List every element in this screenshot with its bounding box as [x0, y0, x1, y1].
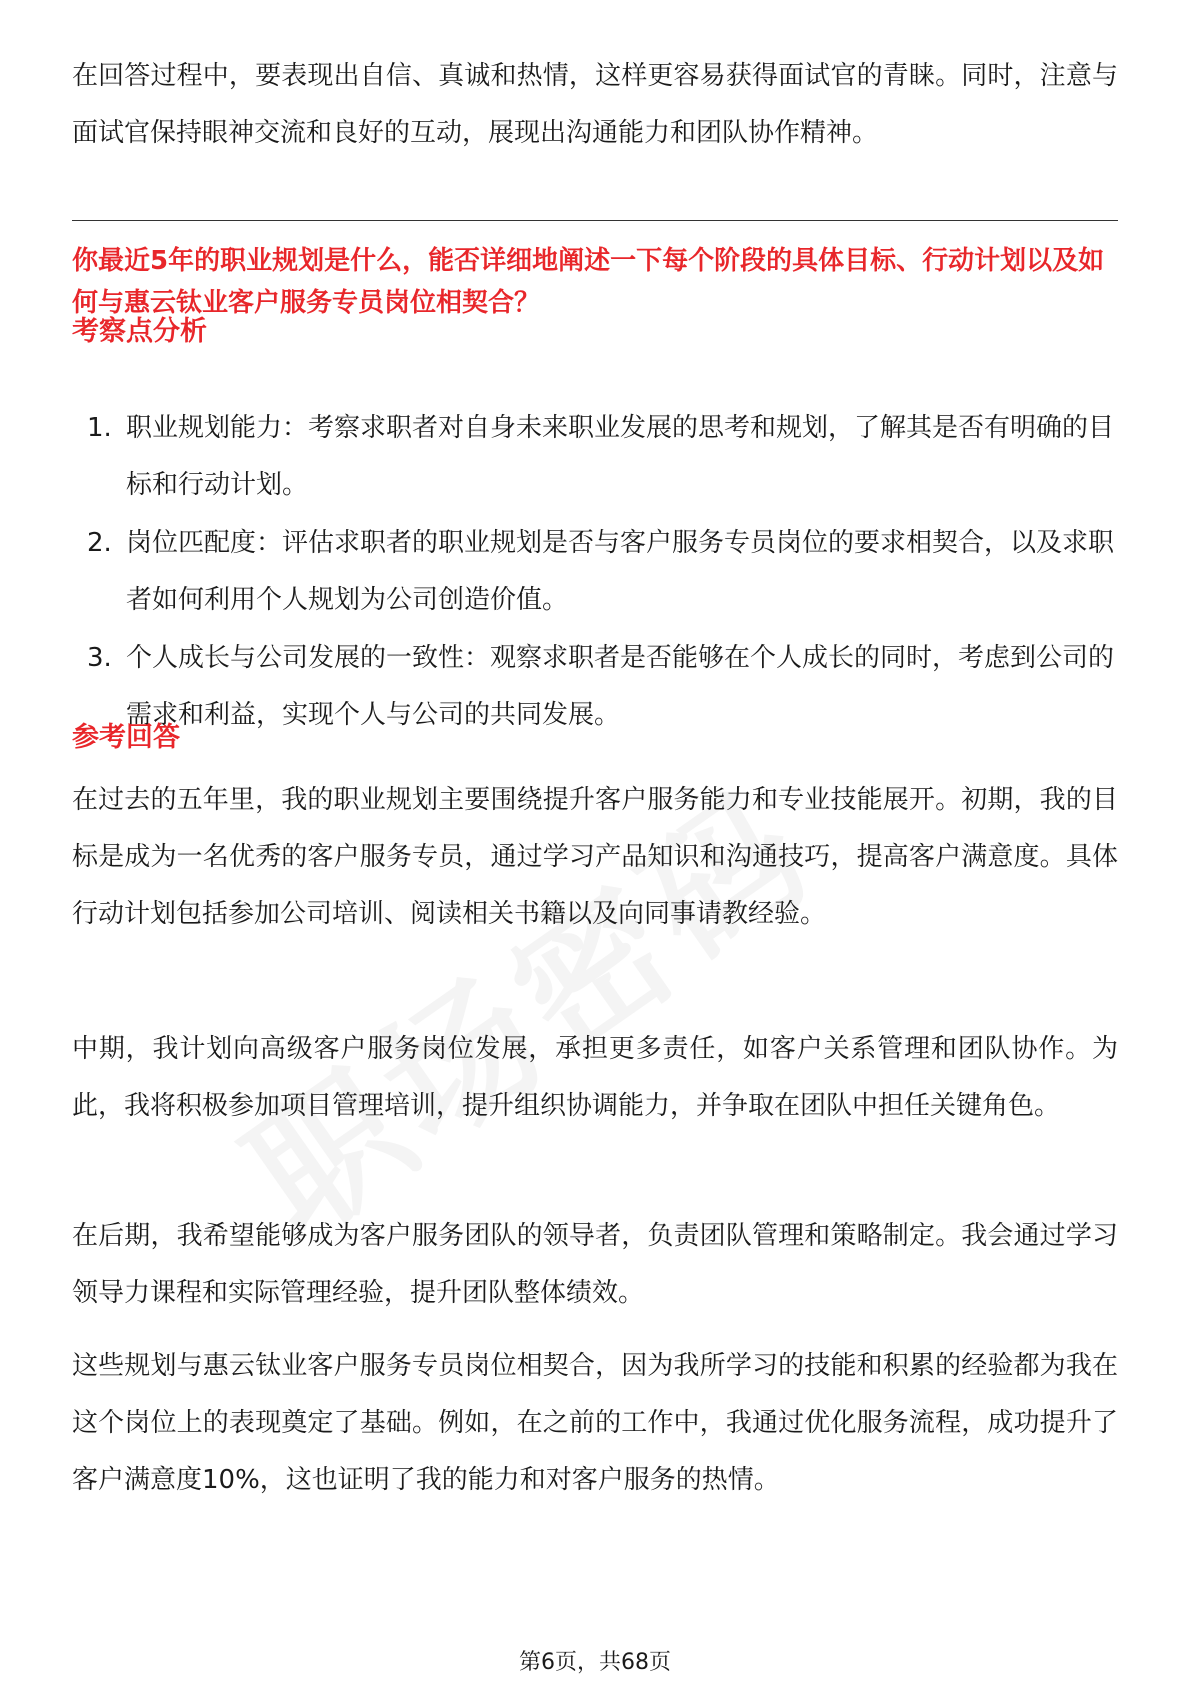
list-item-text: 职业规划能力：考察求职者对自身未来职业发展的思考和规划，了解其是否有明确的目标和行动计划。 — [126, 413, 1115, 500]
intro-paragraph: 在回答过程中，要表现出自信、真诚和热情，这样更容易获得面试官的青睐。同时，注意与面试官保持眼神交流和良好的互动，展现出沟通能力和团队协作精神。 — [72, 61, 1118, 148]
analysis-heading: 考察点分析 — [72, 316, 207, 347]
answer-heading: 参考回答 — [72, 722, 180, 753]
section-divider — [72, 220, 1118, 221]
page-footer: 第6页，共68页 — [519, 1650, 671, 1675]
analysis-list — [72, 400, 1118, 745]
answer-paragraph: 在过去的五年里，我的职业规划主要围绕提升客户服务能力和专业技能展开。初期，我的目标是成为一名优秀的客户服务专员，通过学习产品知识和沟通技巧，提高客户满意度。具体行动计划包括参加公司培训、阅读相关书籍以及向同事请教经验。 — [72, 785, 1118, 929]
list-item — [72, 400, 1118, 514]
answer-paragraph: 在后期，我希望能够成为客户服务团队的领导者，负责团队管理和策略制定。我会通过学习领导力课程和实际管理经验，提升团队整体绩效。 — [72, 1221, 1118, 1308]
list-item-text: 岗位匹配度：评估求职者的职业规划是否与客户服务专员岗位的要求相契合，以及求职者如何利用个人规划为公司创造价值。 — [126, 528, 1115, 615]
list-number: 1. — [87, 413, 112, 443]
answer-paragraph: 中期，我计划向高级客户服务岗位发展，承担更多责任，如客户关系管理和团队协作。为此，我将积极参加项目管理培训，提升组织协调能力，并争取在团队中担任关键角色。 — [72, 1034, 1118, 1121]
list-number: 3. — [87, 643, 112, 673]
list-item-text: 个人成长与公司发展的一致性：观察求职者是否能够在个人成长的同时，考虑到公司的需求和利益，实现个人与公司的共同发展。 — [126, 643, 1115, 730]
list-number: 2. — [87, 528, 112, 558]
answer-paragraph: 这些规划与惠云钛业客户服务专员岗位相契合，因为我所学习的技能和积累的经验都为我在这个岗位上的表现奠定了基础。例如，在之前的工作中，我通过优化服务流程，成功提升了客户满意度10%，这也证明了我的能力和对客户服务的热情。 — [72, 1351, 1118, 1495]
list-item — [72, 515, 1118, 629]
question-title: 你最近5年的职业规划是什么，能否详细地阐述一下每个阶段的具体目标、行动计划以及如何与惠云钛业客户服务专员岗位相契合？ — [72, 246, 1105, 318]
list-item — [72, 630, 1118, 744]
